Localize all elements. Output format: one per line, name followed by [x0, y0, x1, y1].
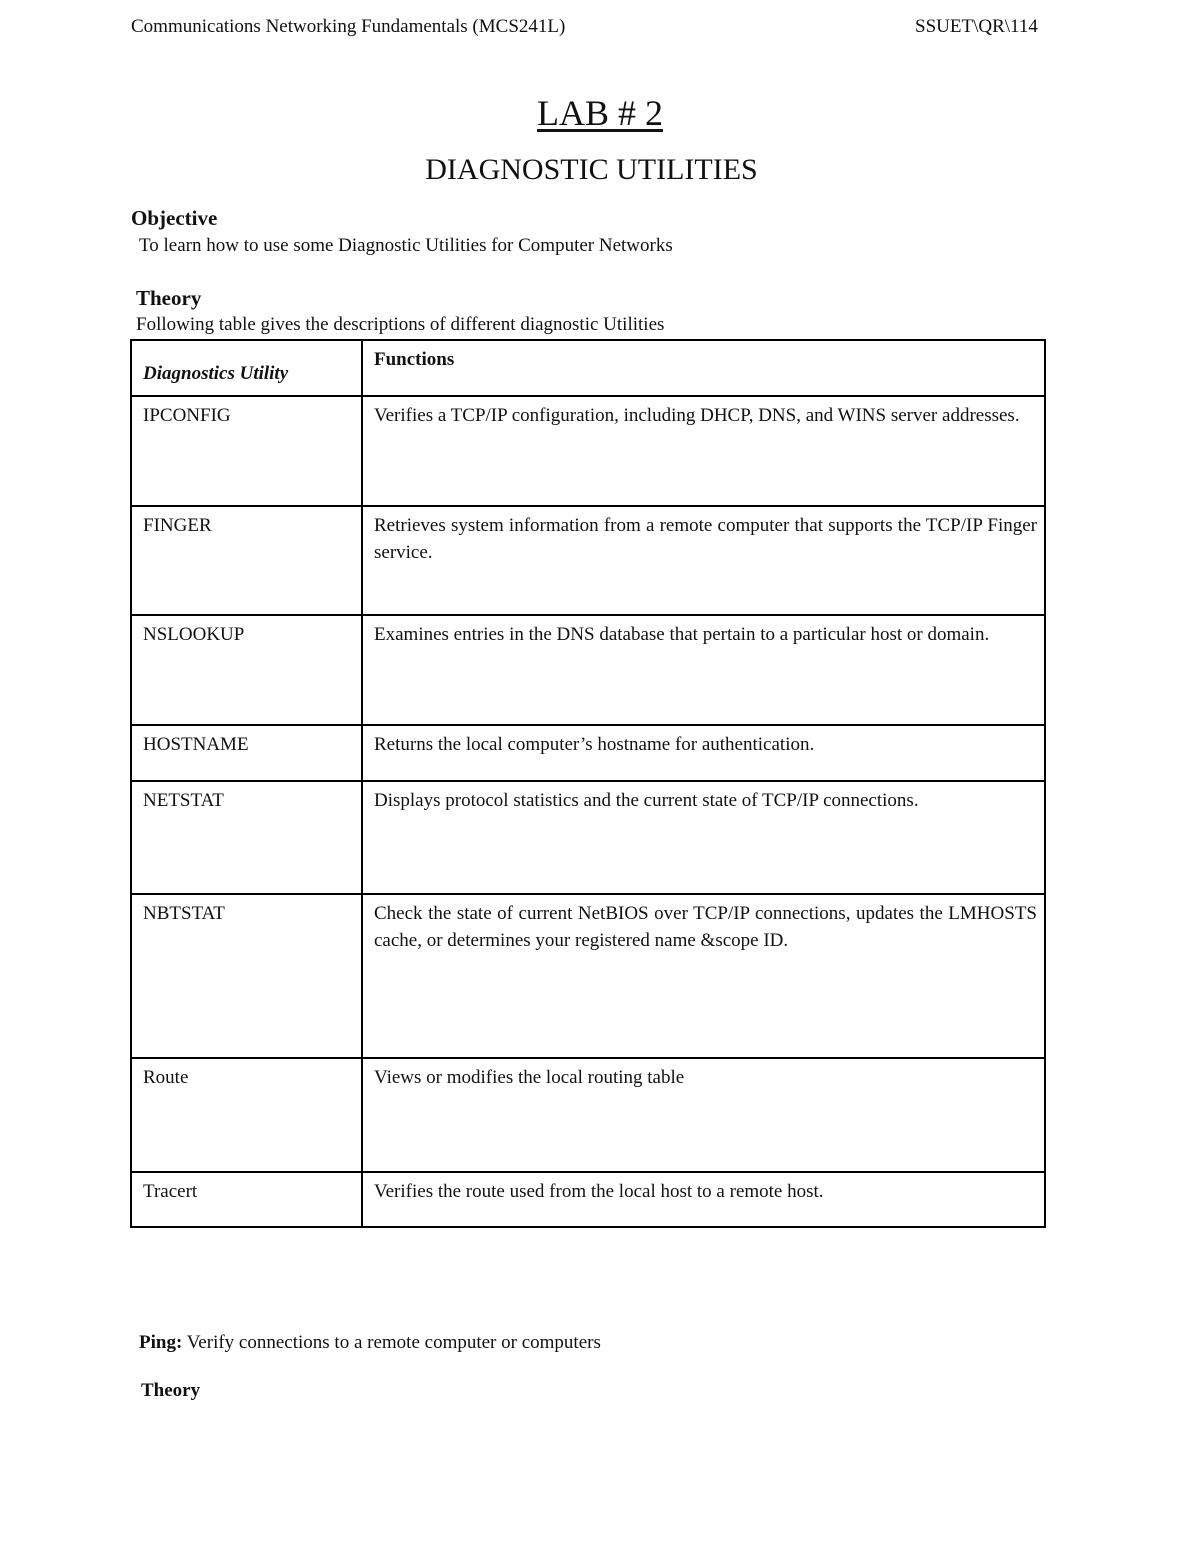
ping-theory-heading: Theory: [141, 1380, 201, 1401]
ping-description: [139, 1332, 601, 1354]
table-row: [131, 396, 1045, 506]
ping-label: Ping:: [139, 1332, 183, 1353]
utility-cell: IPCONFIG: [131, 396, 362, 506]
header-functions-label: Functions: [374, 349, 455, 370]
objective-text: To learn how to use some Diagnostic Utilities for Computer Networks: [139, 235, 673, 256]
table-header-row: [131, 340, 1045, 396]
table-row: [131, 725, 1045, 781]
page-header-course: Communications Networking Fundamentals (MCS241L): [131, 16, 566, 37]
table-row: [131, 615, 1045, 725]
table-header-cell: [362, 340, 1045, 396]
utility-cell: NBTSTAT: [131, 894, 362, 1058]
lab-title: LAB # 2: [537, 93, 663, 133]
function-cell: Retrieves system information from a remote computer that supports the TCP/IP Finger service.: [362, 506, 1045, 615]
diagnostic-utilities-table: [130, 339, 1046, 1228]
utility-cell: Tracert: [131, 1172, 362, 1227]
function-cell: Returns the local computer’s hostname for authentication.: [362, 725, 1045, 781]
function-cell: Displays protocol statistics and the current state of TCP/IP connections.: [362, 781, 1045, 894]
table-row: [131, 894, 1045, 1058]
function-cell: Verifies a TCP/IP configuration, including DHCP, DNS, and WINS server addresses.: [362, 396, 1045, 506]
table-header-cell: [131, 340, 362, 396]
objective-heading: Objective: [131, 206, 218, 230]
header-utility-label: Diagnostics Utility: [143, 363, 289, 384]
function-cell: Examines entries in the DNS database that pertain to a particular host or domain.: [362, 615, 1045, 725]
function-cell: Check the state of current NetBIOS over TCP/IP connections, updates the LMHOSTS cache, or determines your registered name &scope ID.: [362, 894, 1045, 1058]
utility-cell: HOSTNAME: [131, 725, 362, 781]
utility-cell: NETSTAT: [131, 781, 362, 894]
lab-subtitle: DIAGNOSTIC UTILITIES: [425, 153, 758, 186]
ping-text: Verify connections to a remote computer or computers: [182, 1332, 601, 1353]
function-cell: Views or modifies the local routing table: [362, 1058, 1045, 1172]
function-cell: Verifies the route used from the local host to a remote host.: [362, 1172, 1045, 1227]
table-row: [131, 506, 1045, 615]
table-row: [131, 1172, 1045, 1227]
table-row: [131, 781, 1045, 894]
utility-cell: NSLOOKUP: [131, 615, 362, 725]
theory-text: Following table gives the descriptions of different diagnostic Utilities: [136, 314, 665, 335]
page-header-code: SSUET\QR\114: [915, 16, 1038, 37]
table-row: [131, 1058, 1045, 1172]
theory-heading: Theory: [136, 286, 202, 310]
utility-cell: Route: [131, 1058, 362, 1172]
utility-cell: FINGER: [131, 506, 362, 615]
